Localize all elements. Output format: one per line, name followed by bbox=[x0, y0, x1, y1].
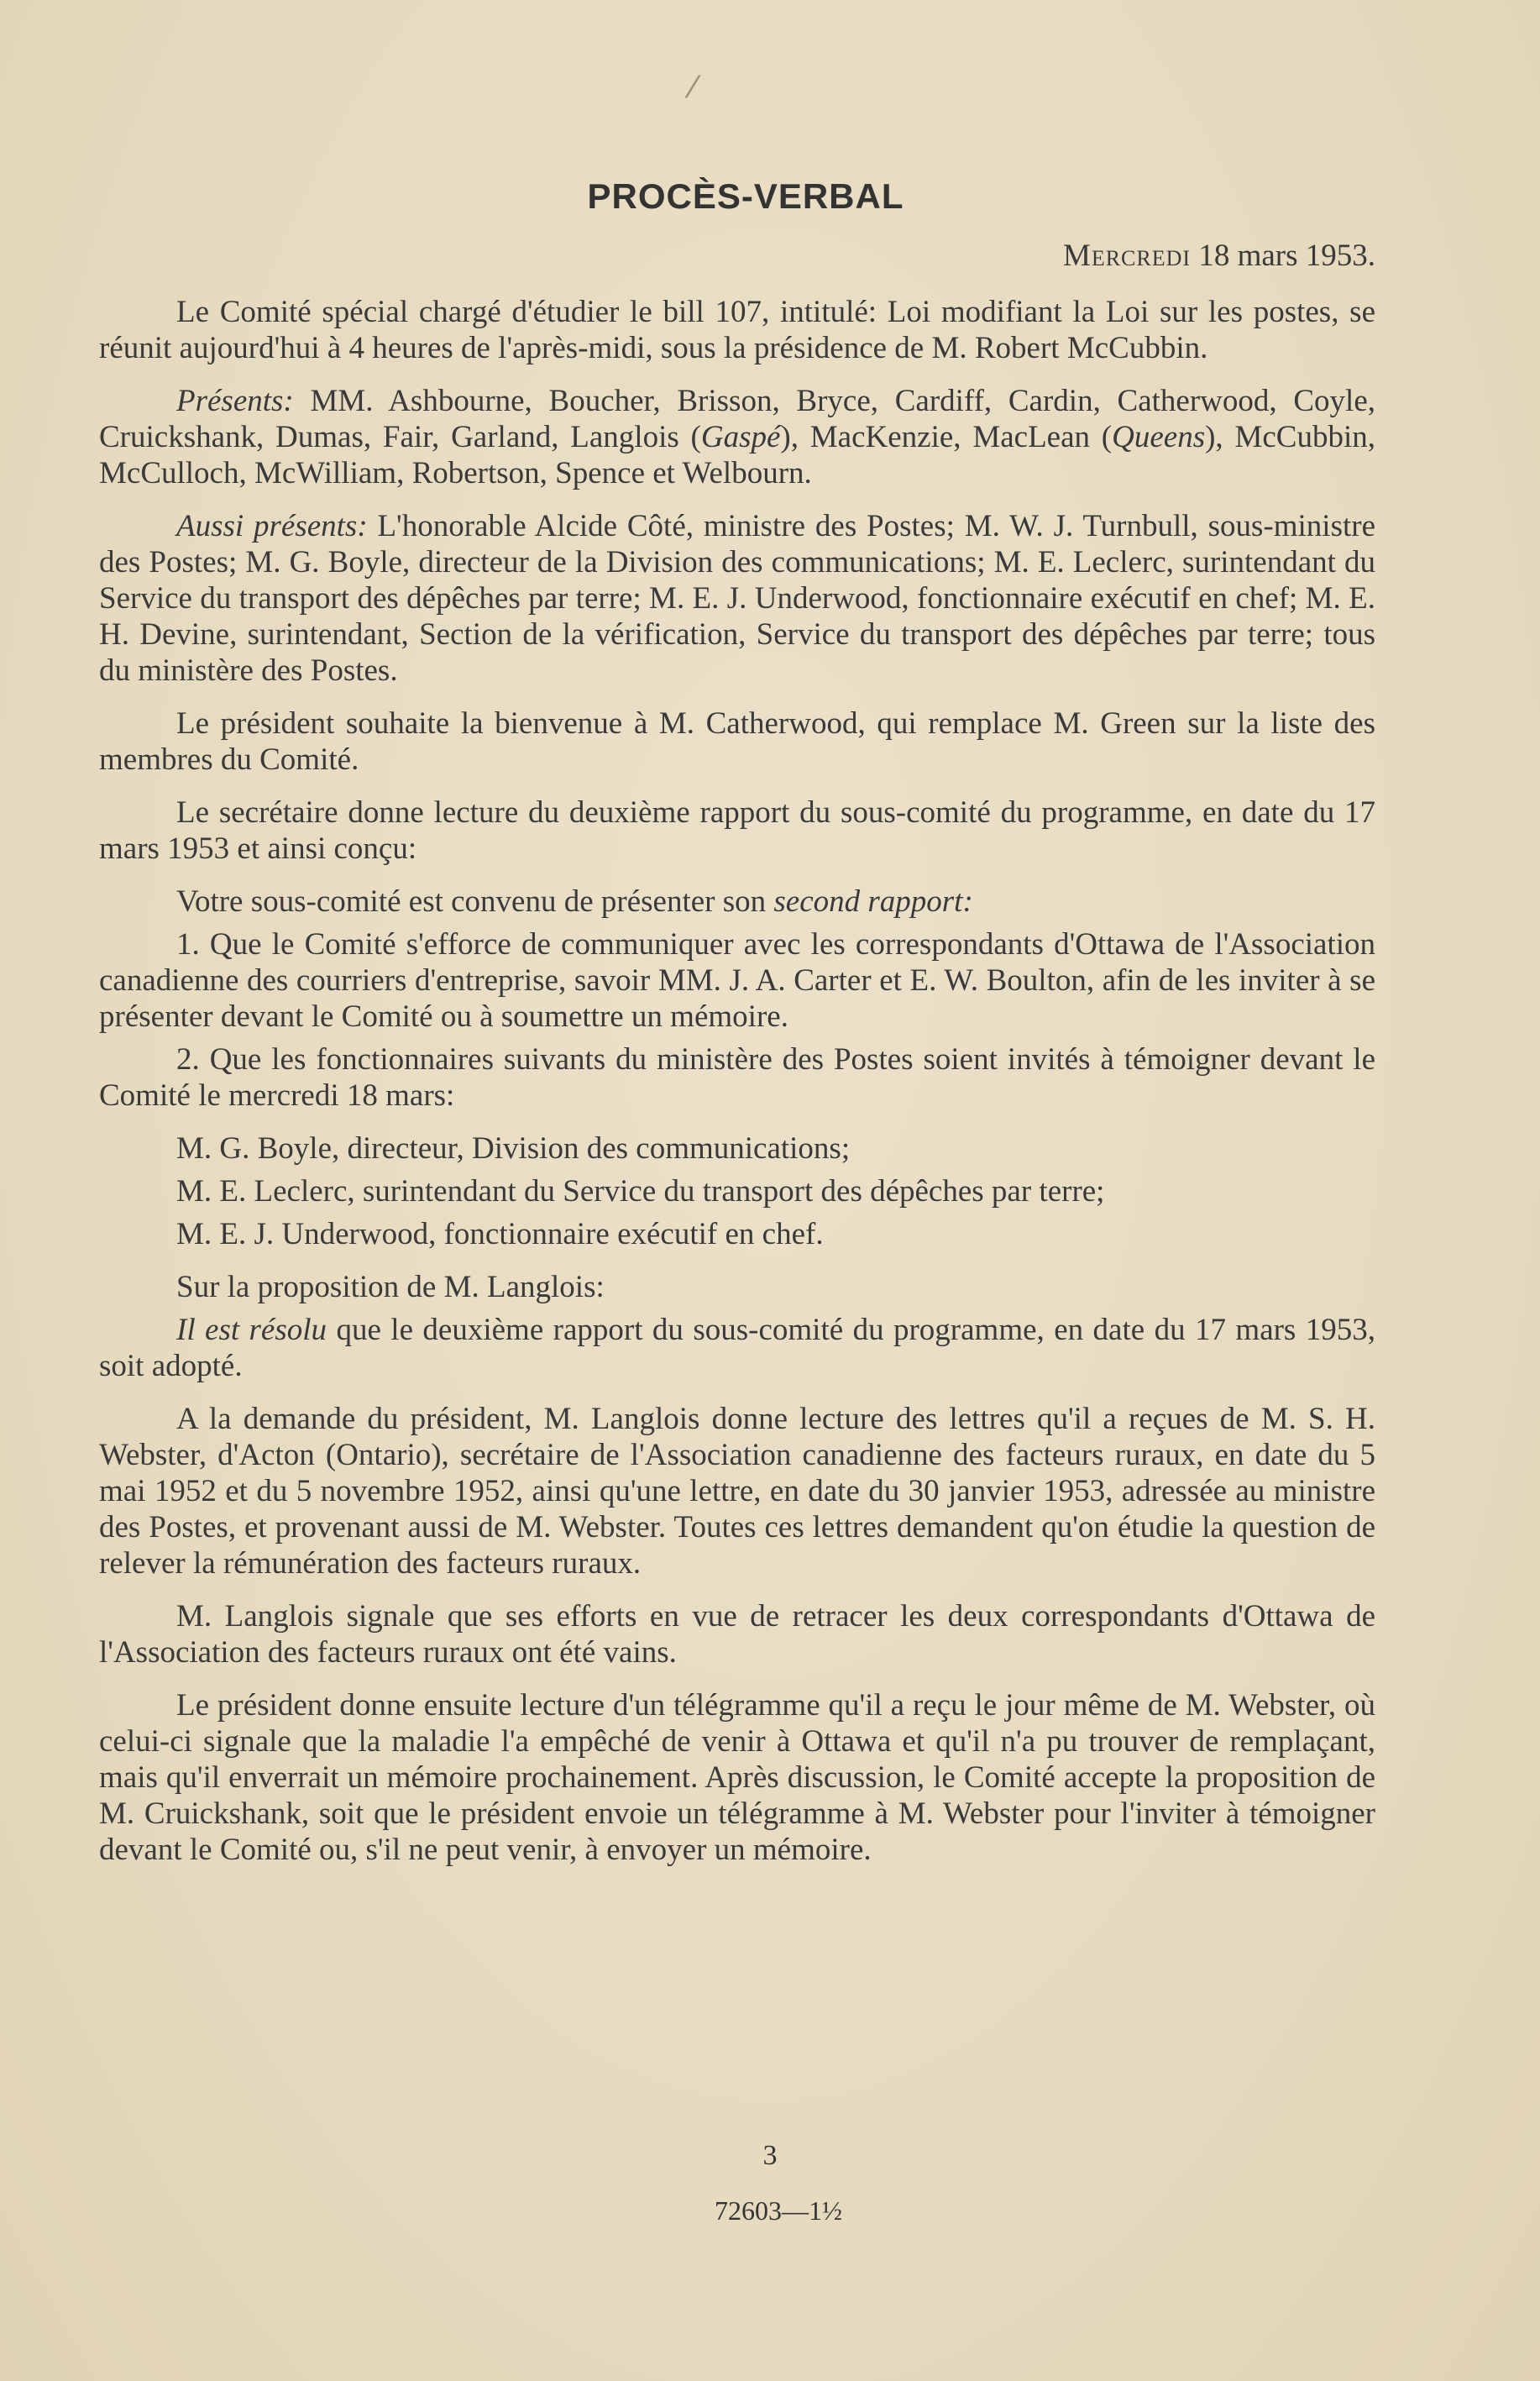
pencil-mark: ⁄ bbox=[690, 71, 696, 105]
present-label: Présents: bbox=[176, 384, 294, 418]
paragraph-resolution bbox=[99, 1312, 1375, 1384]
present-gaspe: Gaspé bbox=[700, 420, 781, 454]
witness-underwood: M. E. J. Underwood, fonctionnaire exécutif en chef. bbox=[176, 1217, 824, 1251]
paragraph-motion: Sur la proposition de M. Langlois: bbox=[176, 1270, 605, 1304]
present-list-c: ), McCubbin, McCulloch, McWilliam, Robertson, Spence et Welbourn. bbox=[99, 420, 1375, 490]
paragraph-report-reading: Le secrétaire donne lecture du deuxième rapport du sous-comité du programme, en date du 17 mars 1953 et ainsi conçu: bbox=[99, 795, 1375, 866]
paragraph-correspondents: M. Langlois signale que ses efforts en vue de retracer les deux correspondants d'Ottawa de l'Association des facteurs ruraux ont été vains. bbox=[99, 1599, 1375, 1670]
paragraph-present-members bbox=[99, 383, 1375, 491]
page-number: 3 bbox=[762, 2140, 778, 2171]
report-intro-text: Votre sous-comité est convenu de présenter son bbox=[176, 884, 774, 919]
present-list-a: MM. Ashbourne, Boucher, Brisson, Bryce, Cardiff, Cardin, Catherwood, Coyle, Cruickshank, Dumas, Fair, Garland, Langlois ( bbox=[99, 384, 1375, 454]
resolution-text: que le deuxième rapport du sous-comité du programme, en date du 17 mars 1953, soit adopté. bbox=[99, 1313, 1375, 1383]
report-item-1: 1. Que le Comité s'efforce de communiquer avec les correspondants d'Ottawa de l'Association canadienne des courriers d'entreprise, savoir MM. J. A. Carter et E. W. Boulton, afin de les inviter à se présenter devant le Comité ou à soumettre un mémoire. bbox=[99, 927, 1375, 1034]
meeting-date bbox=[99, 237, 1375, 275]
report-intro-italic: second rapport: bbox=[773, 884, 973, 919]
witness-boyle: M. G. Boyle, directeur, Division des communications; bbox=[176, 1131, 851, 1166]
paragraph-welcome: Le président souhaite la bienvenue à M. Catherwood, qui remplace M. Green sur la liste des membres du Comité. bbox=[99, 706, 1375, 777]
resolution-label: Il est résolu bbox=[176, 1313, 327, 1347]
witness-leclerc: M. E. Leclerc, surintendant du Service du transport des dépêches par terre; bbox=[176, 1174, 1105, 1209]
meeting-date-rest: 18 mars 1953. bbox=[1198, 239, 1375, 273]
paragraph-also-present bbox=[99, 508, 1375, 689]
paragraph-telegram: Le président donne ensuite lecture d'un télégramme qu'il a reçu le jour même de M. Webster, où celui-ci signale que la maladie l'a empêché de venir à Ottawa et qu'il n'a pu trouver de remplaçant, mais qu'il enverrait un mémoire prochainement. Après discussion, le Comité accepte la proposition de M. Cruickshank, soit que le président envoie un télégramme à M. Webster pour l'inviter à témoigner devant le Comité ou, s'il ne peut venir, à envoyer un mémoire. bbox=[99, 1688, 1375, 1867]
meeting-day: Mercredi bbox=[1062, 239, 1192, 273]
also-present-text: L'honorable Alcide Côté, ministre des Postes; M. W. J. Turnbull, sous-ministre des Postes; M. G. Boyle, directeur de la Division des communications; M. E. Leclerc, surintendant du Service du transport des dépêches par terre; M. E. J. Underwood, fonctionnaire exécutif en chef; M. E. H. Devine, surintendant, Section de la vérification, Service du transport des dépêches par terre; tous du ministère des Postes. bbox=[99, 509, 1375, 688]
print-code: 72603—1½ bbox=[715, 2195, 842, 2226]
document-body bbox=[99, 176, 1375, 1885]
report-item-2: 2. Que les fonctionnaires suivants du ministère des Postes soient invités à témoigner devant le Comité le mercredi 18 mars: bbox=[99, 1042, 1375, 1113]
page-title: PROCÈS-VERBAL bbox=[587, 176, 904, 216]
paragraph-report-intro bbox=[99, 884, 1375, 920]
paragraph-letters: A la demande du président, M. Langlois donne lecture des lettres qu'il a reçues de M. S. H. Webster, d'Acton (Ontario), secrétaire de l'Association canadienne des facteurs ruraux, en date du 5 mai 1952 et du 5 novembre 1952, ainsi qu'une lettre, en date du 30 janvier 1953, adressée au ministre des Postes, et provenant aussi de M. Webster. Toutes ces lettres demandent qu'on étudie la question de relever la rémunération des facteurs ruraux. bbox=[99, 1402, 1375, 1581]
present-queens: Queens bbox=[1112, 420, 1206, 454]
also-present-label: Aussi présents: bbox=[176, 509, 368, 543]
present-list-b: ), MacKenzie, MacLean ( bbox=[780, 420, 1113, 454]
paragraph-opening: Le Comité spécial chargé d'étudier le bill 107, intitulé: Loi modifiant la Loi sur les postes, se réunit aujourd'hui à 4 heures de l'après-midi, sous la présidence de M. Robert McCubbin. bbox=[99, 295, 1375, 365]
